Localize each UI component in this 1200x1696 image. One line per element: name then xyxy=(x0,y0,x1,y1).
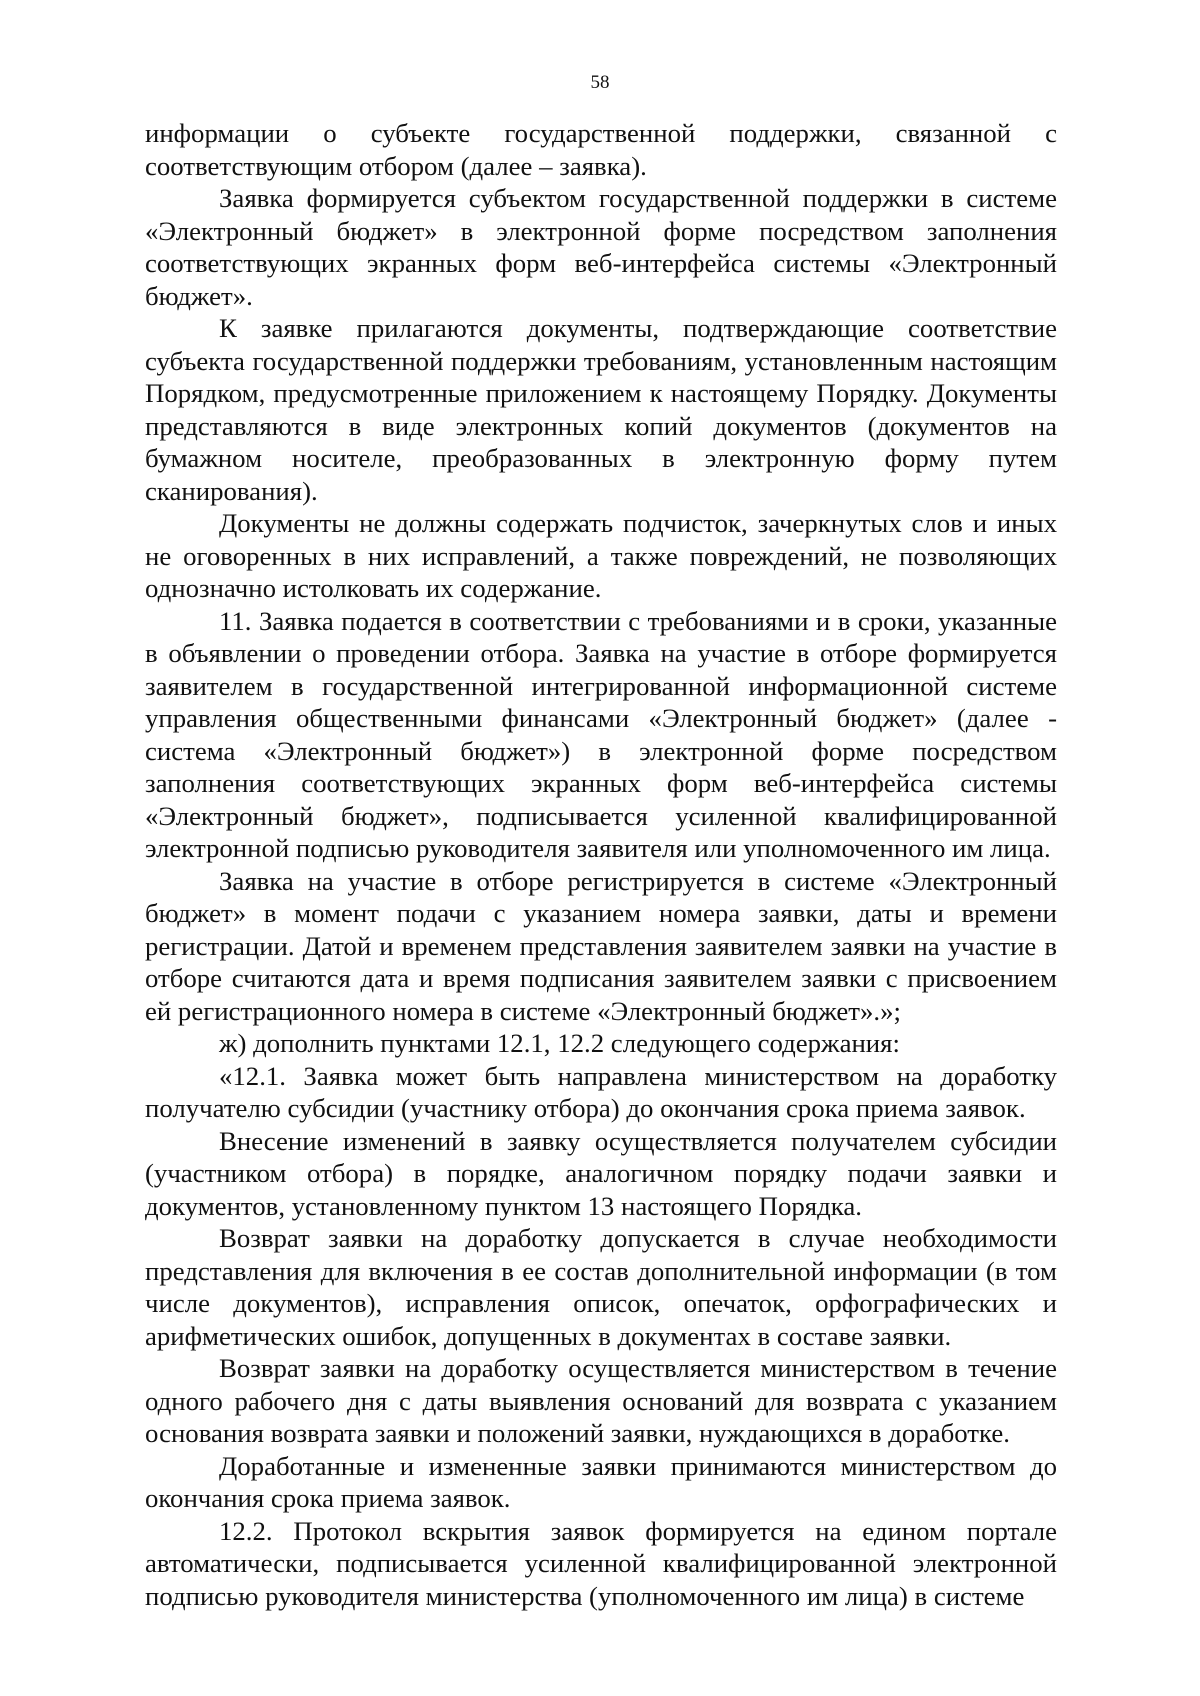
paragraph-item-12-1: «12.1. Заявка может быть направлена министерством на доработку получателю субсидии (участнику отбора) до окончания срока приема заявок. xyxy=(145,1060,1057,1123)
paragraph: К заявке прилагаются документы, подтверждающие соответствие субъекта государственной поддержки требованиям, установленным настоящим Порядком, предусмотренные приложением к настоящему Порядку. Документы представляются в виде электронных копий документов (документов на бумажном носителе, преобразованных в электронную форму путем сканирования). xyxy=(145,313,1057,506)
paragraph: Заявка формируется субъектом государственной поддержки в системе «Электронный бюджет» в электронной форме посредством заполнения соответствующих экранных форм веб-интерфейса системы «Электронный бюджет». xyxy=(145,183,1057,311)
paragraph: Возврат заявки на доработку осуществляется министерством в течение одного рабочего дня с даты выявления оснований для возврата с указанием основания возврата заявки и положений заявки, нуждающихся в доработке. xyxy=(145,1353,1057,1448)
paragraph: Возврат заявки на доработку допускается в случае необходимости представления для включения в ее состав дополнительной информации (в том числе документов), исправления описок, опечаток, орфографических и арифметических ошибок, допущенных в документах в составе заявки. xyxy=(145,1223,1057,1351)
paragraph-item-12-2: 12.2. Протокол вскрытия заявок формируется на едином портале автоматически, подписывается усиленной квалифицированной электронной подписью руководителя министерства (уполномоченного им лица) в системе xyxy=(145,1515,1057,1611)
document-body xyxy=(145,117,1057,1612)
paragraph: Доработанные и измененные заявки принимаются министерством до окончания срока приема заявок. xyxy=(145,1450,1057,1513)
paragraph-item-11: 11. Заявка подается в соответствии с требованиями и в сроки, указанные в объявлении о проведении отбора. Заявка на участие в отборе формируется заявителем в государственной интегрированной информационной системе управления общественными финансами «Электронный бюджет» (далее - система «Электронный бюджет») в электронной форме посредством заполнения соответствующих экранных форм веб-интерфейса системы «Электронный бюджет», подписывается усиленной квалифицированной электронной подписью руководителя заявителя или уполномоченного им лица. xyxy=(145,605,1057,863)
paragraph-amendment-zh: ж) дополнить пунктами 12.1, 12.2 следующего содержания: xyxy=(219,1028,900,1058)
paragraph: Внесение изменений в заявку осуществляется получателем субсидии (участником отбора) в порядке, аналогичном порядку подачи заявки и документов, установленному пунктом 13 настоящего Порядка. xyxy=(145,1125,1057,1221)
paragraph: Документы не должны содержать подчисток, зачеркнутых слов и иных не оговоренных в них исправлений, а также повреждений, не позволяющих однозначно истолковать их содержание. xyxy=(145,508,1057,603)
paragraph: Заявка на участие в отборе регистрируется в системе «Электронный бюджет» в момент подачи с указанием номера заявки, даты и времени регистрации. Датой и временем представления заявителем заявки на участие в отборе считаются дата и время подписания заявителем заявки с присвоением ей регистрационного номера в системе «Электронный бюджет».»; xyxy=(145,865,1057,1026)
page-number: 58 xyxy=(590,72,610,93)
paragraph-continuation: информации о субъекте государственной поддержки, связанной с соответствующим отбором (далее – заявка). xyxy=(145,118,1057,181)
